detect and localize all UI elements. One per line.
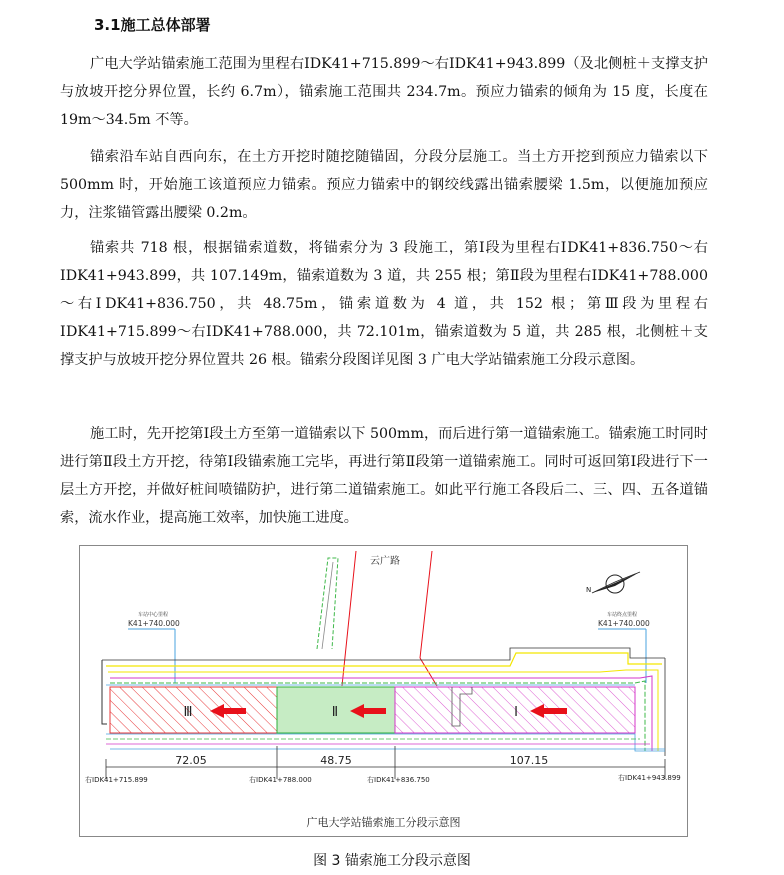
section-heading: 3.1施工总体部署	[94, 16, 211, 34]
chainage-label: 右ⅠDK41+715.899	[85, 776, 148, 784]
segment-i-length: 107.15	[509, 754, 549, 767]
segment-diagram	[79, 545, 688, 837]
figure-inner-caption: 广电大学站锚索施工分段示意图	[306, 816, 461, 829]
paragraph-scope: 广电大学站锚索施工范围为里程右ⅠDK41+715.899～右ⅠDK41+943.899（及北侧桩＋支撑支护与放坡开挖分界位置，长约 6.7m），锚索施工范围共 234.7m。预应力锚索的倾角为 15 度，长度在 19m～34.5m 不等。	[60, 56, 708, 128]
svg-text:N: N	[586, 586, 592, 594]
segment-ii-length: 48.75	[320, 754, 352, 767]
segment-diagram-drawing	[80, 546, 687, 836]
segment-ii-label: Ⅱ	[331, 705, 339, 720]
branch-outline	[322, 562, 333, 649]
chainage-label: 右ⅠDK41+943.899	[618, 774, 681, 782]
figure-caption: 图 3 锚索施工分段示意图	[313, 853, 471, 869]
left-station-value: K41+740.000	[128, 619, 180, 628]
segment-i-label: Ⅰ	[514, 705, 518, 720]
north-arrow-icon	[586, 572, 640, 594]
paragraph-segments: 锚索共 718 根，根据锚索道数，将锚索分为 3 段施工，第Ⅰ段为里程右ⅠDK41+836.750～右ⅠDK41+943.899，共 107.149m，锚索道数为 3 道，共 255 根；第Ⅱ段为里程右ⅠDK41+788.000～右ⅠDK41+836.750，共 48.75m，锚索道数为 4 道，共 152 根；第Ⅲ段为里程右ⅠDK41+715.899～右ⅠDK41+788.000，共 72.101m，锚索道数为 5 道，共 285 根，北侧桩＋支撑支护与放坡开挖分界位置共 26 根。锚索分段图详见图 3 广电大学站锚索施工分段示意图。	[60, 240, 708, 368]
segment-iii-area	[110, 687, 277, 733]
left-station-title: 车站中心里程	[138, 612, 169, 618]
right-station-title: 车站终点里程	[607, 612, 638, 618]
road-label: 云广路	[370, 556, 400, 567]
paragraph-method: 锚索沿车站自西向东，在土方开挖时随挖随锚固，分段分层施工。当土方开挖到预应力锚索以下 500mm 时，开始施工该道预应力锚索。预应力锚索中的钢绞线露出锚索腰梁 1.5m，以便施加预应力，注浆锚管露出腰梁 0.2m。	[60, 149, 708, 221]
road-edge-line	[420, 551, 432, 658]
segment-iii-label: Ⅲ	[183, 705, 193, 720]
paragraph-sequence: 施工时，先开挖第Ⅰ段土方至第一道锚索以下 500mm，而后进行第一道锚索施工。锚索施工时同时进行第Ⅱ段土方开挖，待第Ⅰ段锚索施工完毕，再进行第Ⅱ段第一道锚索施工。同时可返回第Ⅰ段进行下一层土方开挖，并做好桩间喷锚防护，进行第二道锚索施工。如此平行施工各段后二、三、四、五各道锚索，流水作业，提高施工效率，加快施工进度。	[60, 426, 708, 526]
chainage-label: 右ⅠDK41+836.750	[367, 776, 430, 784]
right-station-value: K41+740.000	[598, 619, 650, 628]
chainage-label: 右ⅠDK41+788.000	[249, 776, 312, 784]
segment-iii-length: 72.05	[175, 754, 207, 767]
